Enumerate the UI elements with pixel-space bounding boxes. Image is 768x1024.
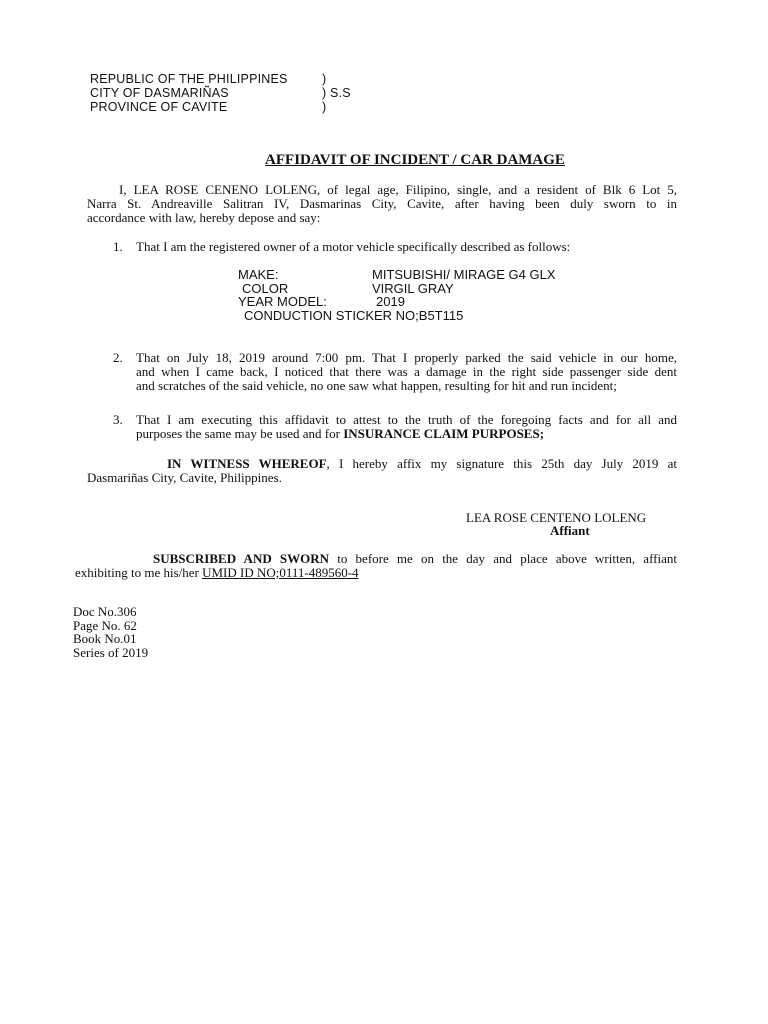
item-2-line-3: and scratches of the said vehicle, no one saw what happen, resulting for hit and run incident; <box>136 378 617 393</box>
sworn-paragraph <box>75 552 677 580</box>
notary-page-no: Page No. 62 <box>73 618 137 633</box>
intro-line-1: I, LEA ROSE CENENO LOLENG, of legal age, Filipino, single, and a resident of Blk 6 Lot 5, <box>119 182 677 197</box>
witness-line-1-text: , I hereby affix my signature this 25th day July 2019 at <box>326 456 677 471</box>
witness-whereof: IN WITNESS WHEREOF <box>167 456 327 471</box>
vehicle-conduction-sticker: CONDUCTION STICKER NO;B5T115 <box>244 308 464 323</box>
sworn-line-1 <box>75 552 677 566</box>
vehicle-make-label: MAKE: <box>238 267 279 282</box>
notary-doc-no: Doc No.306 <box>73 604 137 619</box>
venue-province: PROVINCE OF CAVITE <box>90 100 228 114</box>
notary-book-no: Book No.01 <box>73 631 137 646</box>
witness-paragraph <box>87 457 677 485</box>
sworn-line-2-text: exhibiting to me his/her <box>75 565 203 580</box>
venue-city: CITY OF DASMARIÑAS <box>90 86 229 100</box>
notary-series: Series of 2019 <box>73 645 149 660</box>
venue-republic: REPUBLIC OF THE PHILIPPINES <box>90 72 288 86</box>
witness-line-2: Dasmariñas City, Cavite, Philippines. <box>87 470 282 485</box>
item-2-number: 2. <box>113 350 123 365</box>
subscribed-and-sworn: SUBSCRIBED AND SWORN <box>153 551 330 566</box>
item-3-number: 3. <box>113 412 123 427</box>
vehicle-year-label: YEAR MODEL: <box>238 294 327 309</box>
vehicle-color-label: COLOR <box>242 281 289 296</box>
item-3-paragraph <box>136 413 677 441</box>
vehicle-year-value: 2019 <box>376 294 405 309</box>
vehicle-make-value: MITSUBISHI/ MIRAGE G4 GLX <box>372 267 556 282</box>
item-3-line-2 <box>136 427 677 441</box>
venue-paren-1: ) <box>322 72 327 86</box>
venue-paren-3: ) <box>322 100 327 114</box>
item-2-line-1: That on July 18, 2019 around 7:00 pm. That I properly parked the said vehicle in our home, <box>136 350 677 365</box>
insurance-claim-purposes: INSURANCE CLAIM PURPOSES; <box>343 426 545 441</box>
affiant-label: Affiant <box>550 523 590 538</box>
venue-paren-ss: ) S.S <box>322 86 351 100</box>
item-1-number: 1. <box>113 239 123 254</box>
intro-line-3: accordance with law, hereby depose and say: <box>87 210 321 225</box>
item-2-line-2: and when I came back, I noticed that there was a damage in the right side passenger side dent <box>136 364 677 379</box>
vehicle-color-value: VIRGIL GRAY <box>372 281 454 296</box>
intro-line-2: Narra St. Andreaville Salitran IV, Dasmarinas City, Cavite, after having been duly sworn to in <box>87 196 677 211</box>
umid-id-number: UMID ID NO;0111-489560-4 <box>202 565 359 580</box>
item-2-paragraph <box>136 351 677 393</box>
sworn-line-2 <box>75 566 677 580</box>
item-3-line-2-text: purposes the same may be used and for <box>136 426 344 441</box>
sworn-line-1-text: to before me on the day and place above written, affiant <box>329 551 677 566</box>
affiant-name: LEA ROSE CENTENO LOLENG <box>466 510 647 525</box>
intro-paragraph <box>87 183 677 225</box>
item-3-line-1: That I am executing this affidavit to attest to the truth of the foregoing facts and for all and <box>136 412 677 427</box>
witness-line-1 <box>87 457 677 471</box>
item-1-text: That I am the registered owner of a motor vehicle specifically described as follows: <box>136 239 571 254</box>
document-title: AFFIDAVIT OF INCIDENT / CAR DAMAGE <box>265 152 565 168</box>
